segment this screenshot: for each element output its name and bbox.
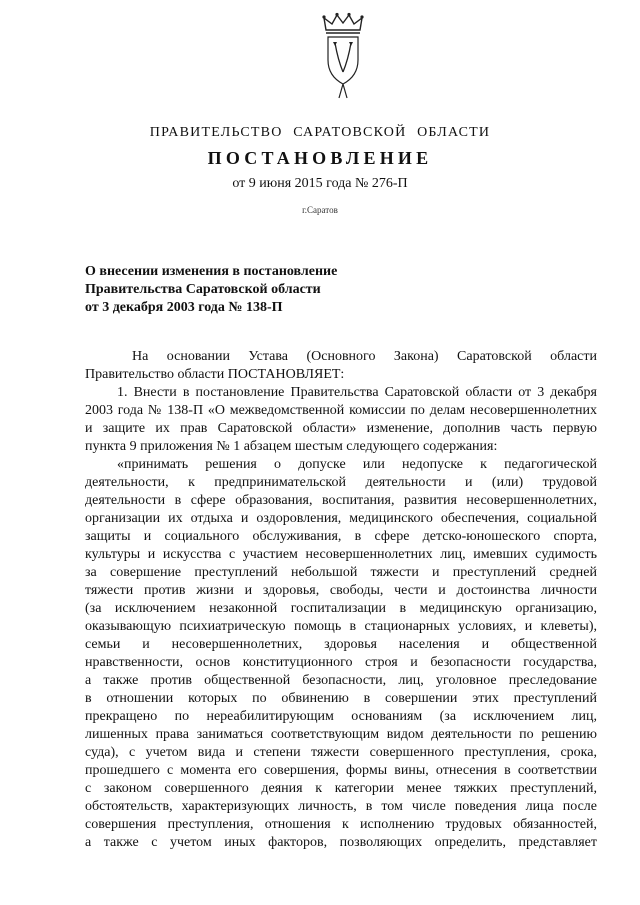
body-line: На основании Устава (Основного Закона) Саратовской области (132, 349, 597, 364)
body-line: с законом совершенного деяния к категории менее тяжких преступлений, (85, 781, 597, 796)
body-line: оказывающую психиатрическую помощь в стационарных условиях, и клеветы), (85, 619, 597, 634)
body-line: в отношении которых по обвинению в совершении этих преступлений (85, 691, 597, 706)
body-line: «принимать решения о допуске или недопуске к педагогической (117, 457, 597, 472)
body-line: и защите их прав Саратовской области» изменение, дополнив часть первую (85, 421, 597, 436)
document-type-title: ПОСТАНОВЛЕНИЕ (207, 148, 433, 168)
body-line: прекращено по нереабилитирующим основаниям (за исключением лиц, (85, 709, 597, 724)
body-line: лишенных права заниматься соответствующим видом деятельности по решению (85, 727, 597, 742)
body-line: организации их отдыха и оздоровления, медицинского обеспечения, социальной (85, 511, 597, 526)
document-date-number: от 9 июня 2015 года № 276-П (232, 176, 408, 191)
document-body (85, 348, 597, 852)
body-line: 2003 года № 138-П «О межведомственной комиссии по делам несовершеннолетних (85, 403, 597, 418)
body-line: тяжести против жизни и здоровья, свободы, чести и достоинства личности (85, 583, 597, 598)
body-line: нравственности, основ конституционного строя и безопасности государства, (85, 655, 597, 670)
body-line: деятельности, к предпринимательской деятельности и (или) трудовой (85, 475, 597, 490)
body-line: а также против общественной безопасности, лиц, уголовное преследование (85, 673, 597, 688)
body-line: суда), с учетом вида и степени тяжести совершенного преступления, срока, (85, 745, 597, 760)
body-line: (за исключением незаконной госпитализации в медицинскую организацию, (85, 601, 597, 616)
body-line: а также с учетом иных факторов, позволяющих определить, представляет (85, 835, 597, 850)
subject-line: Правительства Саратовской области (85, 282, 321, 297)
body-line: совершения преступления, отношения к исполнению трудовых обязанностей, (85, 817, 597, 832)
document-city: г.Саратов (302, 205, 338, 215)
subject-line: О внесении изменения в постановление (85, 264, 338, 279)
government-name: ПРАВИТЕЛЬСТВО САРАТОВСКОЙ ОБЛАСТИ (149, 125, 491, 140)
body-line: семьи и несовершеннолетних, здоровья населения и общественной (85, 637, 597, 652)
subject-line: от 3 декабря 2003 года № 138-П (85, 300, 283, 315)
document-subject (85, 263, 405, 317)
body-line: защиты и социального обслуживания, в сфере детско-юношеского спорта, (85, 529, 597, 544)
body-line: пункта 9 приложения № 1 абзацем шестым следующего содержания: (85, 439, 498, 454)
body-line: прошедшего с момента его совершения, формы вины, отнесения в соответствии (85, 763, 597, 778)
body-line: за совершение преступлений небольшой тяжести и преступлений средней (85, 565, 597, 580)
body-line: обстоятельств, характеризующих личность, в том числе поведения лица после (85, 799, 597, 814)
body-line: культуры и искусства с участием несовершеннолетних лиц, имевших судимость (85, 547, 597, 562)
body-line: 1. Внести в постановление Правительства Саратовской области от 3 декабря (117, 385, 597, 400)
body-line: Правительство области ПОСТАНОВЛЯЕТ: (85, 367, 345, 382)
body-line: деятельности в сфере образования, воспитания, развития несовершеннолетних, (85, 493, 597, 508)
coat-of-arms-emblem (318, 12, 368, 100)
